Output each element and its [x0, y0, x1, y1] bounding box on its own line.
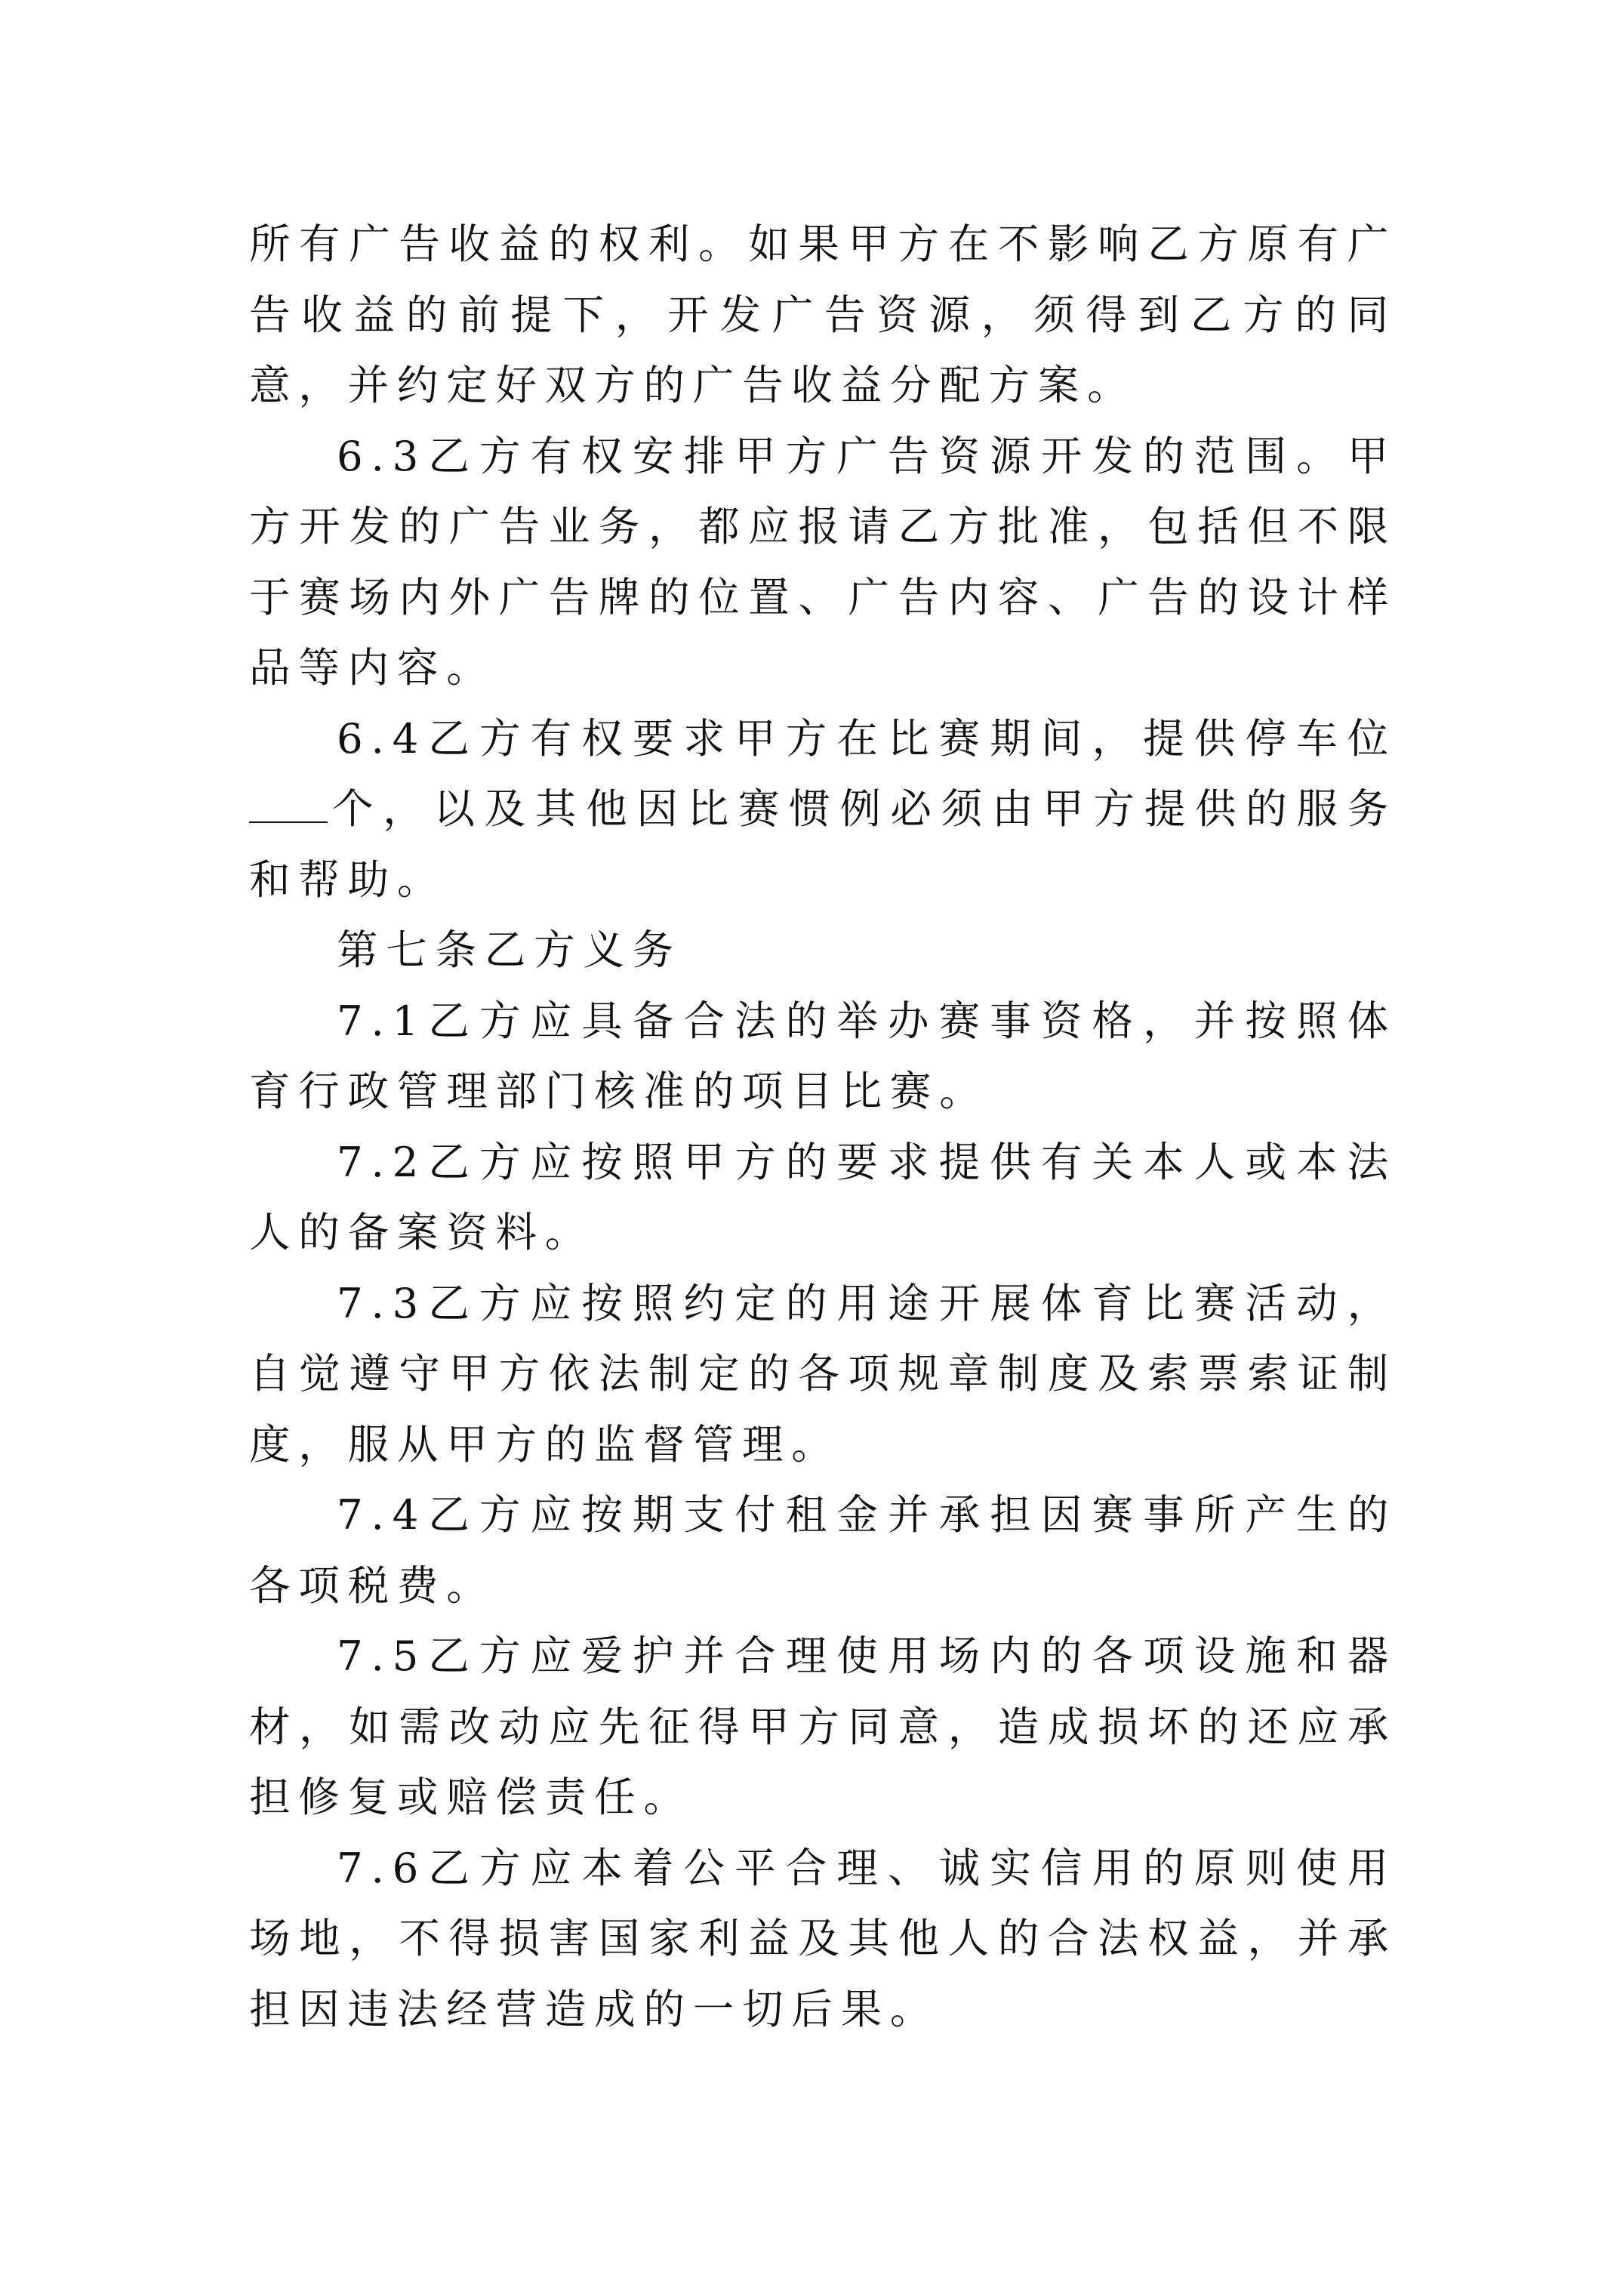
clause-6-4	[249, 704, 1397, 916]
clause-6-4-text-before: 6.4乙方有权要求甲方在比赛期间，提供停车位	[337, 713, 1397, 763]
parking-count-blank	[249, 776, 328, 823]
clause-7-6: 7.6乙方应本着公平合理、诚实信用的原则使用场地，不得损害国家利益及其他人的合法权益，并承担因违法经营造成的一切后果。	[249, 1843, 1397, 2033]
clause-6-4-text-after: 个，以及其他因比赛惯例必须由甲方提供的服务和帮助。	[249, 784, 1397, 904]
article-7-heading: 第七条乙方义务	[337, 926, 682, 974]
clause-7-5: 7.5乙方应爱护并合理使用场内的各项设施和器材，如需改动应先征得甲方同意，造成损坏的还应承担修复或赔偿责任。	[249, 1632, 1397, 1821]
clause-7-1: 7.1乙方应具备合法的举办赛事资格，并按照体育行政管理部门核准的项目比赛。	[249, 996, 1397, 1115]
paragraph-6-2-continued: 所有广告收益的权利。如果甲方在不影响乙方原有广告收益的前提下，开发广告资源，须得到乙方的同意，并约定好双方的广告收益分配方案。	[249, 220, 1397, 409]
document-body	[249, 209, 1397, 2045]
clause-7-2: 7.2乙方应按照甲方的要求提供有关本人或本法人的备案资料。	[249, 1137, 1397, 1256]
clause-7-3: 7.3乙方应按照约定的用途开展体育比赛活动，自觉遵守甲方依法制定的各项规章制度及索票索证制度，服从甲方的监督管理。	[249, 1278, 1397, 1469]
clause-7-4: 7.4乙方应按期支付租金并承担因赛事所产生的各项税费。	[249, 1490, 1397, 1610]
clause-6-3: 6.3乙方有权安排甲方广告资源开发的范围。甲方开发的广告业务，都应报请乙方批准，包括但不限于赛场内外广告牌的位置、广告内容、广告的设计样品等内容。	[249, 431, 1397, 692]
